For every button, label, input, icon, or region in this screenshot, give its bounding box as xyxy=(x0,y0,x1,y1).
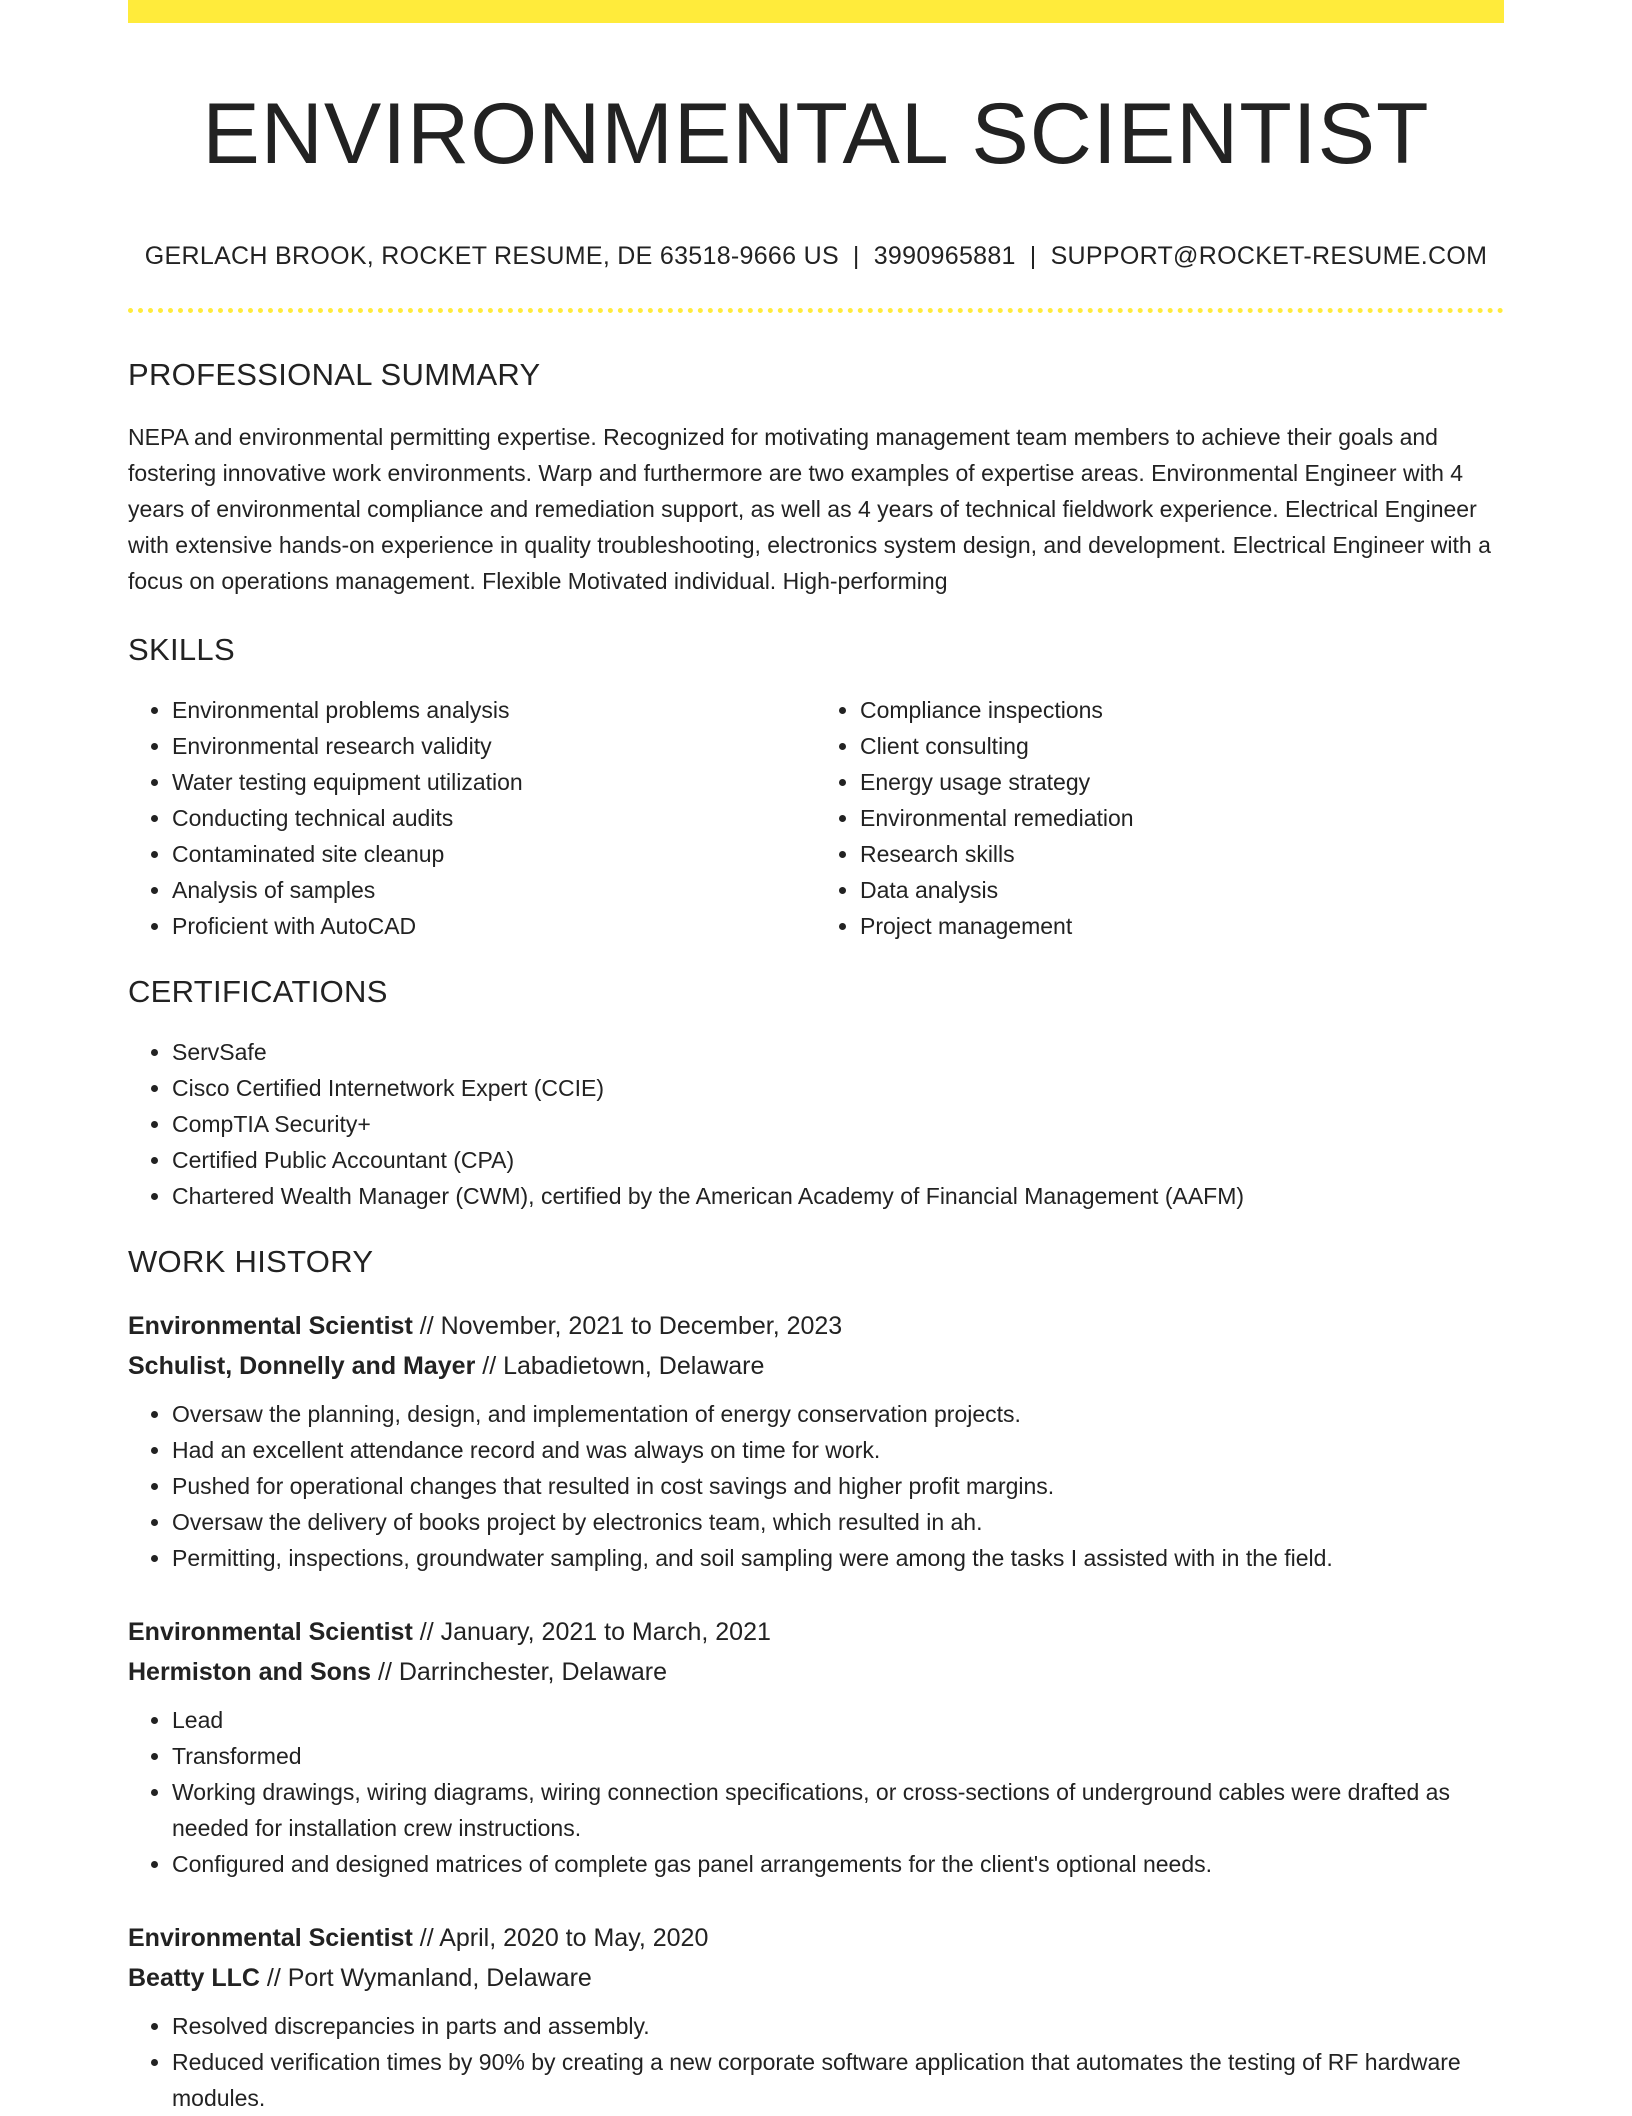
skill-item: • Proficient with AutoCAD xyxy=(172,908,816,944)
job-bullets xyxy=(128,1396,1504,1576)
job-entry xyxy=(128,1612,1504,1882)
job-entry xyxy=(128,1306,1504,1576)
skill-item: • Client consulting xyxy=(860,728,1504,764)
certification-item: • Chartered Wealth Manager (CWM), certified by the American Academy of Financial Management (AAFM) xyxy=(172,1178,1504,1214)
job-role: Environmental Scientist xyxy=(128,1311,413,1340)
job-company: Beatty LLC xyxy=(128,1963,260,1992)
skill-item: • Energy usage strategy xyxy=(860,764,1504,800)
certifications-heading: CERTIFICATIONS xyxy=(128,973,388,1009)
job-role-line xyxy=(128,1612,1504,1652)
job-company: Hermiston and Sons xyxy=(128,1657,372,1686)
job-bullet: • Working drawings, wiring diagrams, wiring connection specifications, or cross-sections of underground cables were drafted as needed for installation crew instructions. xyxy=(172,1774,1504,1846)
skill-item: • Research skills xyxy=(860,836,1504,872)
skill-item: • Data analysis xyxy=(860,872,1504,908)
skills-columns xyxy=(128,692,1504,944)
skill-item: • Contaminated site cleanup xyxy=(172,836,816,872)
job-company-line xyxy=(128,1958,1504,1998)
job-location: // Labadietown, Delaware xyxy=(475,1351,765,1380)
certification-item: • CompTIA Security+ xyxy=(172,1106,1504,1142)
work-history-heading: WORK HISTORY xyxy=(128,1243,374,1279)
job-company-line xyxy=(128,1652,1504,1692)
job-company: Schulist, Donnelly and Mayer xyxy=(128,1351,476,1380)
job-role: Environmental Scientist xyxy=(128,1617,413,1646)
resume-title: ENVIRONMENTAL SCIENTIST xyxy=(202,86,1430,182)
job-role-line xyxy=(128,1918,1504,1958)
contact-email: SUPPORT@ROCKET-RESUME.COM xyxy=(1050,241,1488,270)
contact-separator: | xyxy=(1029,241,1037,270)
job-role: Environmental Scientist xyxy=(128,1923,413,1952)
contact-phone: 3990965881 xyxy=(873,241,1016,270)
job-bullet: • Permitting, inspections, groundwater sampling, and soil sampling were among the tasks I assisted with in the field. xyxy=(172,1540,1504,1576)
certifications-list xyxy=(128,1034,1504,1214)
skill-item: • Environmental remediation xyxy=(860,800,1504,836)
job-company-line xyxy=(128,1346,1504,1386)
certification-item: • Cisco Certified Internetwork Expert (CCIE) xyxy=(172,1070,1504,1106)
job-bullet: • Had an excellent attendance record and was always on time for work. xyxy=(172,1432,1504,1468)
certification-item: • Certified Public Accountant (CPA) xyxy=(172,1142,1504,1178)
skill-item: • Environmental research validity xyxy=(172,728,816,764)
skills-heading: SKILLS xyxy=(128,631,235,667)
skills-right-list xyxy=(816,692,1504,944)
job-bullet: • Configured and designed matrices of complete gas panel arrangements for the client's optional needs. xyxy=(172,1846,1504,1882)
skill-item: • Water testing equipment utilization xyxy=(172,764,816,800)
job-bullet: • Oversaw the planning, design, and implementation of energy conservation projects. xyxy=(172,1396,1504,1432)
dotted-divider xyxy=(128,308,1504,313)
resume-page xyxy=(128,0,1504,2116)
job-entry xyxy=(128,1918,1504,2116)
skills-left-list xyxy=(128,692,816,944)
skill-item: • Project management xyxy=(860,908,1504,944)
summary-text: NEPA and environmental permitting expertise. Recognized for motivating management team members to achieve their goals and fostering innovative work environments. Warp and furthermore are two examples of expertise areas. Environmental Engineer with 4 years of environmental compliance and remediation support, as well as 4 years of technical fieldwork experience. Electrical Engineer with extensive hands-on experience in quality troubleshooting, electronics system design, and development. Electrical Engineer with a focus on operations management. Flexible Motivated individual. High-performing xyxy=(128,423,1491,594)
contact-separator: | xyxy=(852,241,860,270)
job-bullets xyxy=(128,2008,1504,2116)
job-location: // Darrinchester, Delaware xyxy=(371,1657,668,1686)
skill-item: • Conducting technical audits xyxy=(172,800,816,836)
certification-item: • ServSafe xyxy=(172,1034,1504,1070)
job-bullet: • Reduced verification times by 90% by creating a new corporate software application that automates the testing of RF hardware modules. xyxy=(172,2044,1504,2116)
job-location: // Port Wymanland, Delaware xyxy=(259,1963,592,1992)
job-role-line xyxy=(128,1306,1504,1346)
job-bullet: • Lead xyxy=(172,1702,1504,1738)
skill-item: • Environmental problems analysis xyxy=(172,692,816,728)
skill-item: • Compliance inspections xyxy=(860,692,1504,728)
skill-item: • Analysis of samples xyxy=(172,872,816,908)
job-bullet: • Oversaw the delivery of books project by electronics team, which resulted in ah. xyxy=(172,1504,1504,1540)
accent-top-bar xyxy=(128,0,1504,23)
job-bullets xyxy=(128,1702,1504,1882)
summary-heading: PROFESSIONAL SUMMARY xyxy=(128,356,541,392)
job-bullet: • Resolved discrepancies in parts and assembly. xyxy=(172,2008,1504,2044)
job-bullet: • Pushed for operational changes that resulted in cost savings and higher profit margins. xyxy=(172,1468,1504,1504)
contact-line xyxy=(128,242,1504,271)
contact-address: GERLACH BROOK, ROCKET RESUME, DE 63518-9666 US xyxy=(144,241,839,270)
job-dates: // November, 2021 to December, 2023 xyxy=(412,1311,843,1340)
job-dates: // January, 2021 to March, 2021 xyxy=(412,1617,771,1646)
job-dates: // April, 2020 to May, 2020 xyxy=(412,1923,709,1952)
job-bullet: • Transformed xyxy=(172,1738,1504,1774)
